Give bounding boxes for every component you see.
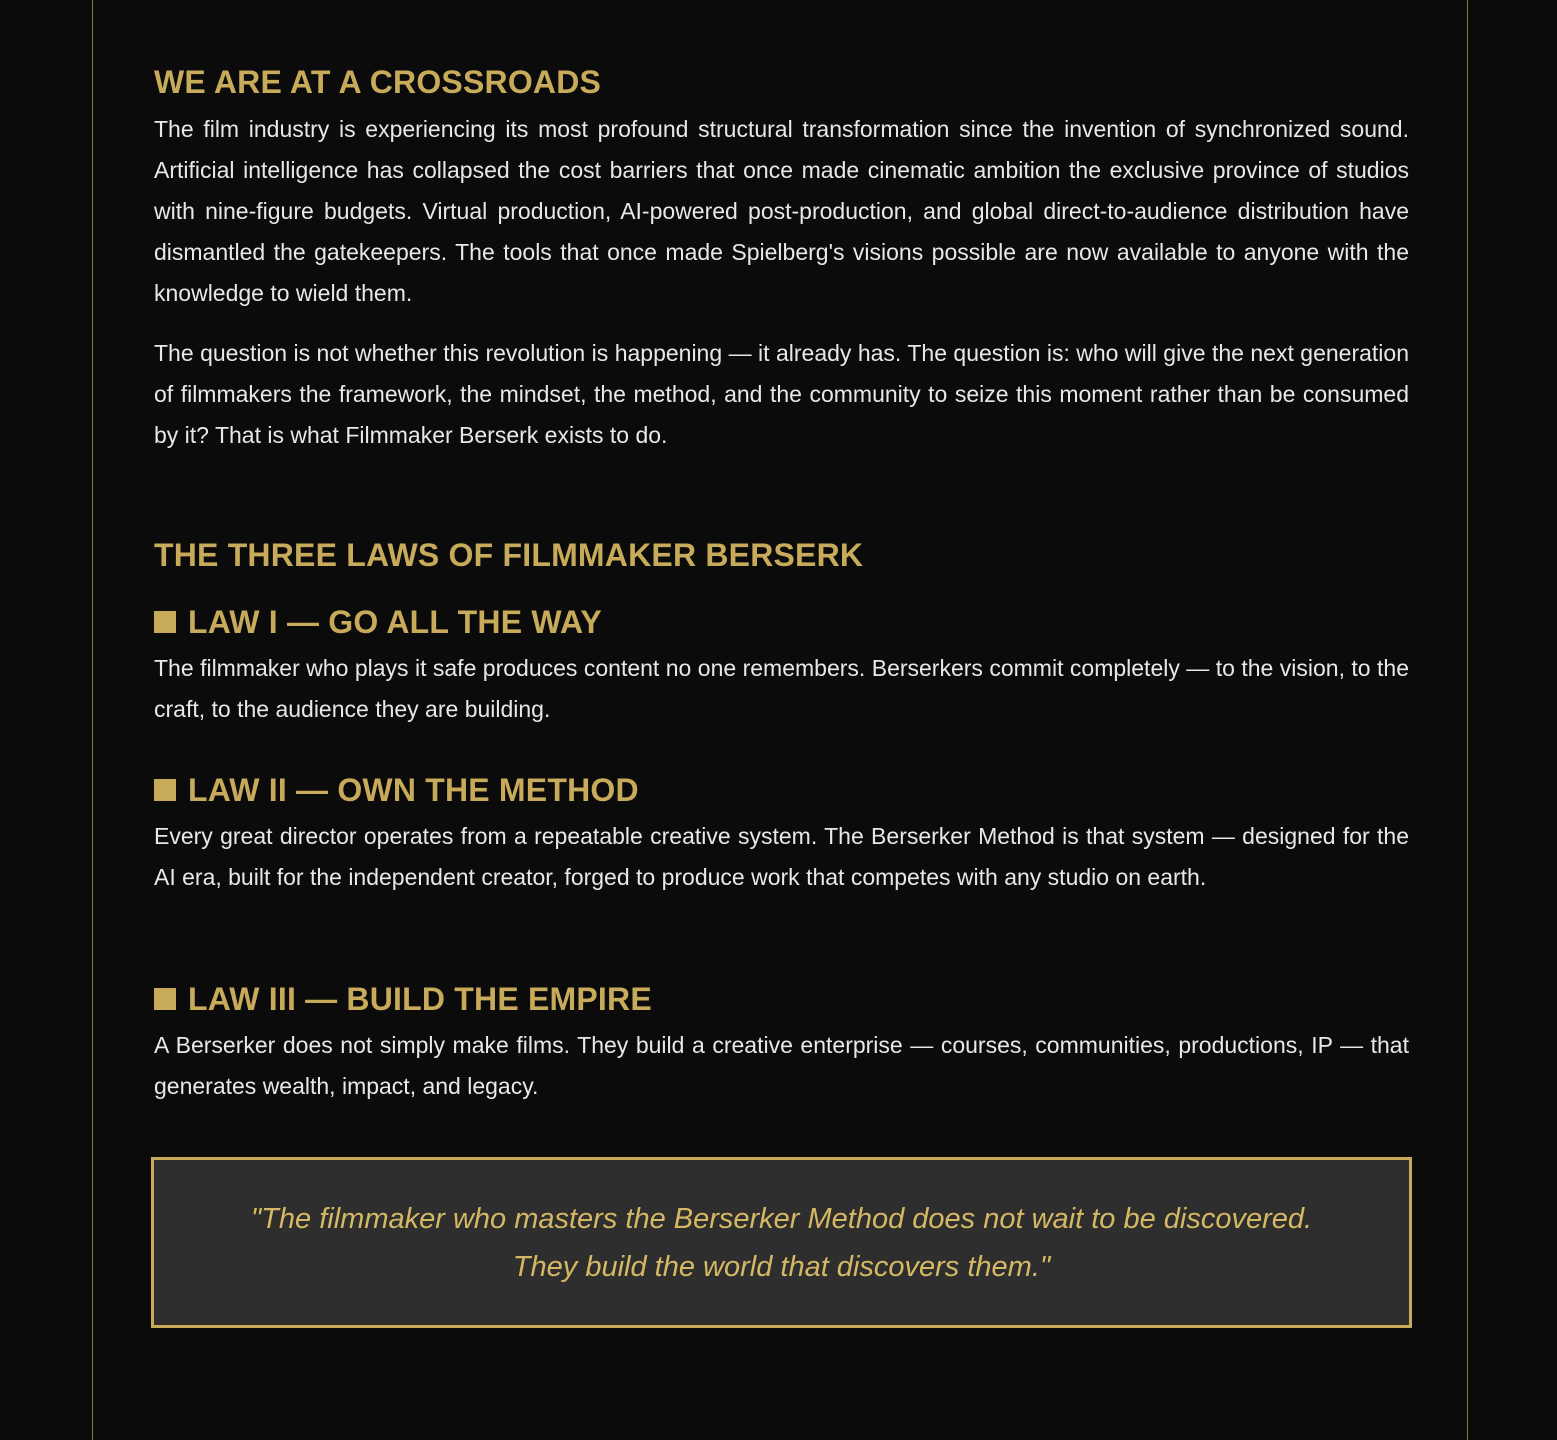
section-title-crossroads: WE ARE AT A CROSSROADS — [154, 64, 602, 100]
law-2-title: LAW II — OWN THE METHOD — [188, 772, 639, 808]
crossroads-paragraph-2: The question is not whether this revolution is happening — it already has. The question is: who will give the next generation of filmmakers the framework, the mindset, the method, and the community to seize this moment rather than be consumed by it? That is what Filmmaker Berserk exists to do. — [154, 340, 1409, 448]
quote-text — [251, 1195, 1312, 1291]
law-2-text: Every great director operates from a repeatable creative system. The Berserker Method is that system — designed for the AI era, built for the independent creator, forged to produce work that competes with any studio on earth. — [154, 823, 1409, 890]
square-bullet-icon — [154, 988, 176, 1010]
law-3-heading — [154, 979, 652, 1019]
document-page — [92, 0, 1468, 1440]
quote-box — [151, 1157, 1412, 1328]
law-1-heading — [154, 602, 602, 642]
law-3-title: LAW III — BUILD THE EMPIRE — [188, 981, 652, 1017]
law-2-heading — [154, 770, 639, 810]
square-bullet-icon — [154, 611, 176, 633]
quote-line-1: "The filmmaker who masters the Berserker Method does not wait to be discovered. — [250, 1202, 1313, 1235]
law-1-text: The filmmaker who plays it safe produces content no one remembers. Berserkers commit completely — to the vision, to the craft, to the audience they are building. — [154, 655, 1409, 722]
crossroads-paragraph-1: The film industry is experiencing its most profound structural transformation since the invention of synchronized sound. Artificial intelligence has collapsed the cost barriers that once made cinematic ambition the exclusive province of studios with nine-figure budgets. Virtual production, AI-powered post-production, and global direct-to-audience distribution have dismantled the gatekeepers. The tools that once made Spielberg's visions possible are now available to anyone with the knowledge to wield them. — [154, 116, 1409, 306]
law-3-text: A Berserker does not simply make films. They build a creative enterprise — courses, communities, productions, IP — that generates wealth, impact, and legacy. — [154, 1032, 1409, 1099]
section-title-three-laws: THE THREE LAWS OF FILMMAKER BERSERK — [154, 537, 864, 573]
law-1-title: LAW I — GO ALL THE WAY — [188, 604, 602, 640]
quote-line-2: They build the world that discovers them." — [512, 1250, 1051, 1283]
square-bullet-icon — [154, 779, 176, 801]
